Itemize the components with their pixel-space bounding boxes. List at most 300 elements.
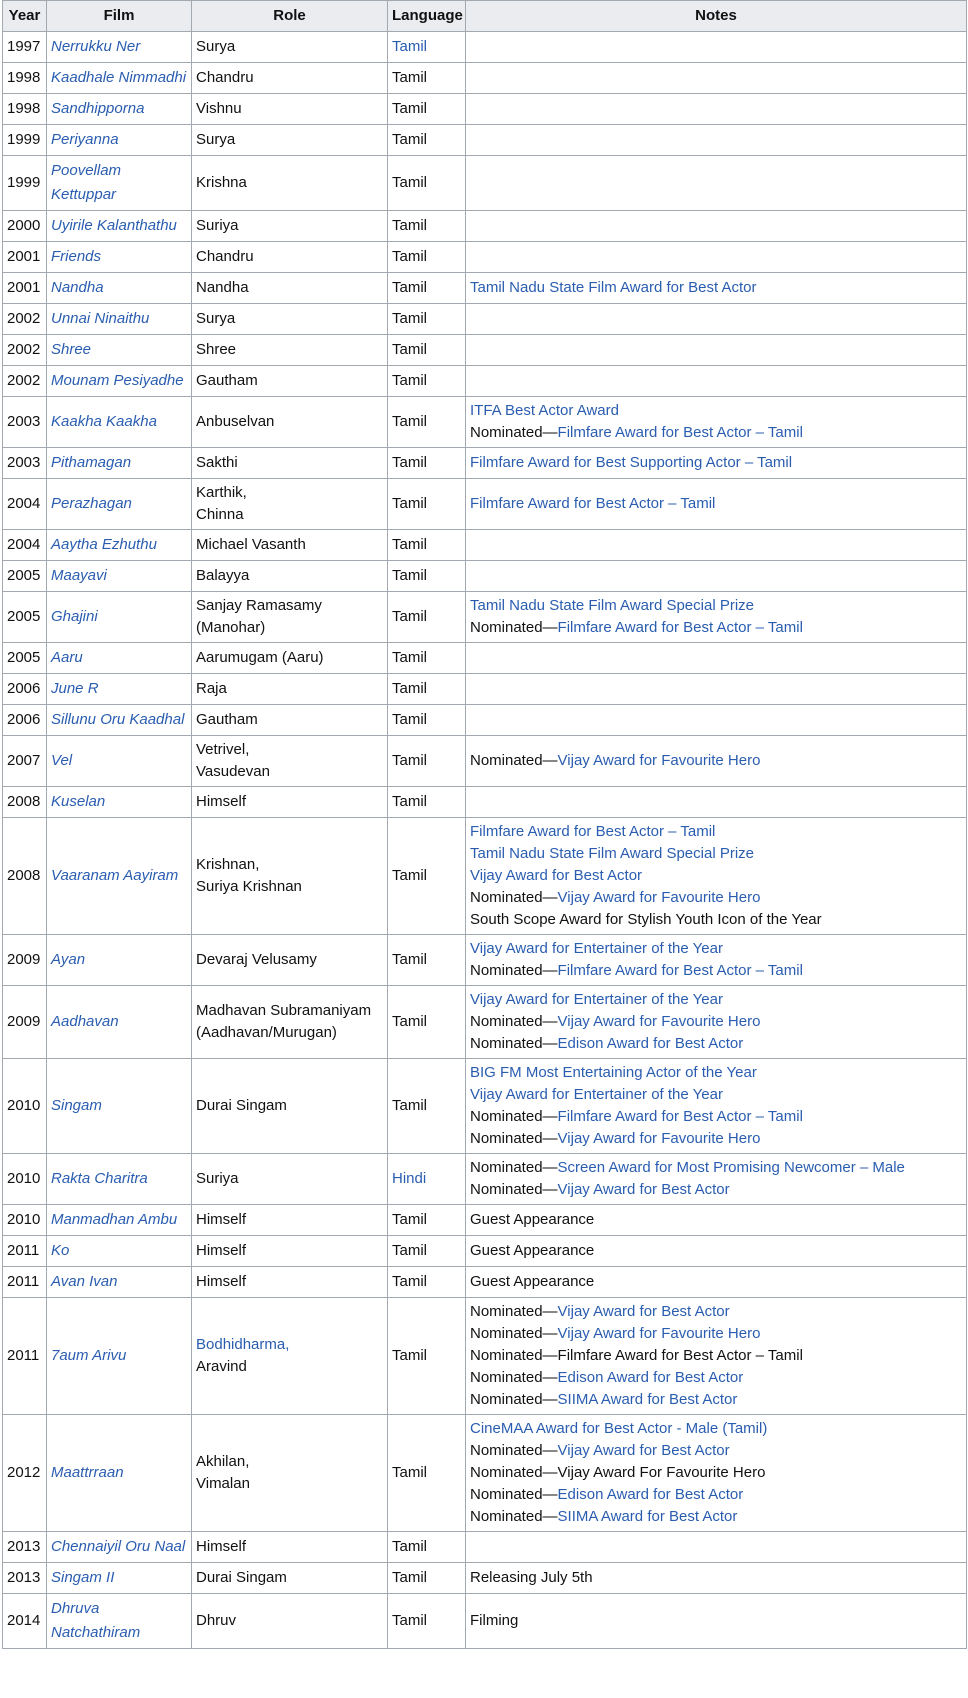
notes-cell [466,94,967,125]
note-line [470,422,962,444]
film-link[interactable]: Kuselan [47,787,192,818]
role-cell [192,1298,388,1415]
nominated-prefix: Nominated— [470,1159,558,1176]
role-text: Shree [196,341,237,358]
year-cell: 2004 [3,530,47,561]
notes-cell [466,1415,967,1532]
header-year[interactable]: Year [3,1,47,32]
note-line [470,1011,962,1033]
note-line [470,1240,962,1262]
award-link[interactable]: Vijay Award for Entertainer of the Year [470,940,723,957]
role-cell [192,736,388,787]
year-cell: 2002 [3,366,47,397]
nominated-prefix: Nominated— [470,619,558,636]
role-cell [192,397,388,448]
table-row [3,335,967,366]
year-cell: 2000 [3,211,47,242]
award-link[interactable]: Vijay Award for Best Actor [470,867,643,884]
year-cell: 1999 [3,156,47,211]
table-row [3,818,967,935]
language-link[interactable]: Hindi [388,1154,466,1205]
award-link[interactable]: Vijay Award for Favourite Hero [557,752,761,769]
notes-cell [466,1532,967,1563]
award-link[interactable]: Vijay Award for Entertainer of the Year [470,1086,723,1103]
film-link[interactable]: June R [47,674,192,705]
table-row [3,63,967,94]
nominated-prefix: Nominated— [470,1130,558,1147]
year-cell: 2001 [3,273,47,304]
language-cell: Tamil [388,1415,466,1532]
note-line [470,750,962,772]
role-text: Vishnu [196,100,242,117]
language-cell: Tamil [388,156,466,211]
year-cell: 1999 [3,125,47,156]
film-link[interactable]: Unnai Ninaithu [47,304,192,335]
film-link[interactable]: Shree [47,335,192,366]
role-text: (Aadhavan/Murugan) [196,1024,337,1041]
role-text: Aarumugam (Aaru) [196,649,324,666]
note-text: Guest Appearance [470,1273,595,1290]
film-link[interactable]: Pithamagan [47,448,192,479]
table-row [3,1563,967,1594]
note-line [470,1440,962,1462]
notes-cell [466,366,967,397]
note-line [470,909,962,931]
role-text: Madhavan Subramaniyam [196,1002,372,1019]
film-link[interactable]: Chennaiyil Oru Naal [47,1532,192,1563]
role-text: Nandha [196,279,249,296]
notes-cell [466,1236,967,1267]
award-link[interactable]: Edison Award for Best Actor [557,1486,744,1503]
year-cell: 2013 [3,1532,47,1563]
notes-cell [466,479,967,530]
table-row [3,1236,967,1267]
nominated-prefix: Nominated— [470,752,558,769]
role-cell [192,1267,388,1298]
award-link[interactable]: BIG FM Most Entertaining Actor of the Year [470,1064,757,1081]
note-text: Guest Appearance [470,1211,595,1228]
note-line [470,960,962,982]
nominated-prefix: Nominated— [470,1442,558,1459]
film-link[interactable]: Rakta Charitra [47,1154,192,1205]
table-row [3,986,967,1059]
note-line [470,1345,962,1367]
note-line [470,887,962,909]
year-cell: 1998 [3,63,47,94]
notes-cell [466,156,967,211]
notes-cell [466,1154,967,1205]
year-cell: 2007 [3,736,47,787]
note-text: Filmfare Award for Best Actor – Tamil [557,1347,803,1364]
year-cell: 2005 [3,643,47,674]
role-link[interactable]: Bodhidharma, [196,1336,290,1353]
note-line [470,989,962,1011]
notes-cell [466,736,967,787]
role-cell [192,366,388,397]
role-cell [192,1205,388,1236]
film-link[interactable]: Perazhagan [47,479,192,530]
year-cell: 2003 [3,397,47,448]
table-row [3,32,967,63]
nominated-prefix: Nominated— [470,1508,558,1525]
film-link[interactable]: Vel [47,736,192,787]
film-link[interactable]: Avan Ivan [47,1267,192,1298]
role-cell [192,674,388,705]
notes-cell [466,530,967,561]
nominated-prefix: Nominated— [470,1486,558,1503]
language-cell: Tamil [388,787,466,818]
language-cell: Tamil [388,125,466,156]
role-cell [192,1415,388,1532]
language-cell: Tamil [388,479,466,530]
role-text: Chandru [196,69,254,86]
role-cell [192,986,388,1059]
notes-cell [466,448,967,479]
language-cell: Tamil [388,818,466,935]
role-text: Surya [196,310,236,327]
note-line [470,1462,962,1484]
film-link[interactable]: Nerrukku Ner [47,32,192,63]
film-link[interactable]: Maattrraan [47,1415,192,1532]
role-text: Himself [196,793,247,810]
language-cell: Tamil [388,1594,466,1649]
table-row [3,125,967,156]
role-text: Anbuselvan [196,413,275,430]
notes-cell [466,592,967,643]
language-cell: Tamil [388,335,466,366]
award-link[interactable]: Vijay Award for Favourite Hero [557,1013,761,1030]
film-link[interactable]: Ayan [47,935,192,986]
award-link[interactable]: Edison Award for Best Actor [557,1035,744,1052]
note-line [470,1209,962,1231]
role-cell [192,561,388,592]
year-cell: 2011 [3,1236,47,1267]
notes-cell [466,643,967,674]
table-row [3,1154,967,1205]
notes-cell [466,1267,967,1298]
header-film[interactable]: Film [47,1,192,32]
film-link[interactable]: Uyirile Kalanthathu [47,211,192,242]
year-cell: 2011 [3,1267,47,1298]
note-line [470,1367,962,1389]
role-text: Raja [196,680,227,697]
award-link[interactable]: Vijay Award for Favourite Hero [557,1130,761,1147]
role-cell [192,1236,388,1267]
year-cell: 2005 [3,592,47,643]
table-row [3,643,967,674]
award-link[interactable]: Vijay Award for Favourite Hero [557,889,761,906]
award-link[interactable]: Vijay Award for Best Actor [557,1181,730,1198]
role-cell [192,705,388,736]
language-cell: Tamil [388,366,466,397]
table-row [3,1059,967,1154]
note-line [470,1179,962,1201]
language-cell: Tamil [388,1205,466,1236]
language-cell: Tamil [388,273,466,304]
nominated-prefix: Nominated— [470,962,558,979]
film-link[interactable]: Manmadhan Ambu [47,1205,192,1236]
role-text: Karthik, [196,484,247,501]
language-cell: Tamil [388,935,466,986]
notes-cell [466,705,967,736]
role-cell [192,1563,388,1594]
role-text: Suriya [196,1170,239,1187]
film-link[interactable]: Mounam Pesiyadhe [47,366,192,397]
award-link[interactable]: Filmfare Award for Best Actor – Tamil [557,424,803,441]
role-cell [192,1154,388,1205]
film-link[interactable]: Singam [47,1059,192,1154]
table-row [3,242,967,273]
film-link[interactable]: Nandha [47,273,192,304]
year-cell: 2006 [3,705,47,736]
role-text: Suriya Krishnan [196,878,302,895]
header-row [3,1,967,32]
film-link[interactable]: Aaytha Ezhuthu [47,530,192,561]
language-cell: Tamil [388,211,466,242]
film-link[interactable]: Periyanna [47,125,192,156]
notes-cell [466,63,967,94]
language-cell: Tamil [388,397,466,448]
notes-cell [466,818,967,935]
award-link[interactable]: Filmfare Award for Best Supporting Actor – Tamil [470,454,793,471]
film-link[interactable]: Aadhavan [47,986,192,1059]
year-cell: 2002 [3,335,47,366]
table-row [3,1205,967,1236]
table-row [3,304,967,335]
note-line [470,1062,962,1084]
nominated-prefix: Nominated— [470,1181,558,1198]
nominated-prefix: Nominated— [470,1464,558,1481]
table-row [3,397,967,448]
table-row [3,674,967,705]
role-text: Surya [196,131,236,148]
notes-cell [466,1298,967,1415]
language-cell: Tamil [388,986,466,1059]
role-text: Vetrivel, [196,741,250,758]
language-link[interactable]: Tamil [388,32,466,63]
film-link[interactable]: Aaru [47,643,192,674]
notes-cell [466,561,967,592]
role-text: Himself [196,1242,247,1259]
film-link[interactable]: Sillunu Oru Kaadhal [47,705,192,736]
film-link[interactable]: Singam II [47,1563,192,1594]
role-text: Surya [196,38,236,55]
note-line [470,843,962,865]
notes-cell [466,674,967,705]
award-link[interactable]: Edison Award for Best Actor [557,1369,744,1386]
note-text: South Scope Award for Stylish Youth Icon of the Year [470,911,822,928]
award-link[interactable]: Vijay Award for Favourite Hero [557,1325,761,1342]
role-text: Vimalan [196,1475,250,1492]
notes-cell [466,304,967,335]
language-cell: Tamil [388,530,466,561]
award-link[interactable]: Filmfare Award for Best Actor – Tamil [557,1108,803,1125]
film-link[interactable]: 7aum Arivu [47,1298,192,1415]
nominated-prefix: Nominated— [470,1347,558,1364]
language-cell: Tamil [388,592,466,643]
film-link[interactable]: Ko [47,1236,192,1267]
notes-cell [466,986,967,1059]
award-link[interactable]: SIIMA Award for Best Actor [557,1391,738,1408]
award-link[interactable]: SIIMA Award for Best Actor [557,1508,738,1525]
film-link[interactable]: Vaaranam Aayiram [47,818,192,935]
role-text: Devaraj Velusamy [196,951,317,968]
header-role[interactable]: Role [192,1,388,32]
notes-cell [466,1594,967,1649]
language-cell: Tamil [388,1267,466,1298]
table-row [3,1415,967,1532]
film-link[interactable]: Dhruva Natchathiram [47,1594,192,1649]
language-cell: Tamil [388,1298,466,1415]
award-link[interactable]: Filmfare Award for Best Actor – Tamil [470,495,716,512]
role-cell [192,273,388,304]
year-cell: 2011 [3,1298,47,1415]
award-link[interactable]: Tamil Nadu State Film Award Special Prize [470,845,755,862]
film-link[interactable]: Ghajini [47,592,192,643]
role-cell [192,125,388,156]
table-row [3,561,967,592]
role-cell [192,211,388,242]
role-cell [192,63,388,94]
role-text: Durai Singam [196,1097,287,1114]
year-cell: 1998 [3,94,47,125]
award-link[interactable]: ITFA Best Actor Award [470,402,619,419]
role-cell [192,242,388,273]
role-cell [192,787,388,818]
role-text: Akhilan, [196,1453,250,1470]
film-link[interactable]: Sandhipporna [47,94,192,125]
role-text: Chinna [196,506,244,523]
year-cell: 2008 [3,818,47,935]
award-link[interactable]: Filmfare Award for Best Actor – Tamil [470,823,716,840]
note-text: Filming [470,1612,519,1629]
year-cell: 2005 [3,561,47,592]
role-cell [192,479,388,530]
language-cell: Tamil [388,674,466,705]
note-line [470,938,962,960]
table-row [3,787,967,818]
year-cell: 2010 [3,1059,47,1154]
year-cell: 2003 [3,448,47,479]
film-link[interactable]: Poovellam Kettuppar [47,156,192,211]
role-cell [192,156,388,211]
language-cell: Tamil [388,1532,466,1563]
table-row [3,1298,967,1415]
table-row [3,448,967,479]
award-link[interactable]: Vijay Award for Best Actor [557,1303,730,1320]
note-line [470,493,962,515]
role-cell [192,1059,388,1154]
year-cell: 2010 [3,1205,47,1236]
role-cell [192,818,388,935]
role-cell [192,335,388,366]
role-text: Krishna [196,174,247,191]
award-link[interactable]: Tamil Nadu State Film Award for Best Actor [470,279,757,296]
notes-cell [466,32,967,63]
award-link[interactable]: CineMAA Award for Best Actor - Male (Tamil) [470,1420,768,1437]
note-line [470,1484,962,1506]
role-text: Sanjay Ramasamy (Manohar) [196,597,322,636]
notes-cell [466,397,967,448]
table-row [3,592,967,643]
role-cell [192,32,388,63]
year-cell: 1997 [3,32,47,63]
role-cell [192,530,388,561]
year-cell: 2008 [3,787,47,818]
note-text: Vijay Award For Favourite Hero [557,1464,766,1481]
language-cell: Tamil [388,94,466,125]
note-line [470,617,962,639]
film-link[interactable]: Kaakha Kaakha [47,397,192,448]
role-text: Krishnan, [196,856,260,873]
role-cell [192,935,388,986]
table-row [3,273,967,304]
award-link[interactable]: Filmfare Award for Best Actor – Tamil [557,962,803,979]
note-text: Guest Appearance [470,1242,595,1259]
award-link[interactable]: Tamil Nadu State Film Award Special Prize [470,597,755,614]
note-line [470,1567,962,1589]
film-link[interactable]: Maayavi [47,561,192,592]
table-row [3,1267,967,1298]
note-line [470,1610,962,1632]
note-line [470,1323,962,1345]
notes-cell [466,125,967,156]
notes-cell [466,335,967,366]
table-row [3,156,967,211]
year-cell: 2006 [3,674,47,705]
year-cell: 2009 [3,935,47,986]
language-cell: Tamil [388,736,466,787]
header-language[interactable]: Language [388,1,466,32]
language-cell: Tamil [388,1563,466,1594]
year-cell: 2001 [3,242,47,273]
role-text: Gautham [196,711,258,728]
award-link[interactable]: Filmfare Award for Best Actor – Tamil [557,619,803,636]
nominated-prefix: Nominated— [470,1391,558,1408]
note-line [470,1301,962,1323]
note-line [470,1128,962,1150]
year-cell: 2010 [3,1154,47,1205]
language-cell: Tamil [388,643,466,674]
role-text: Himself [196,1538,247,1555]
language-cell: Tamil [388,242,466,273]
film-link[interactable]: Friends [47,242,192,273]
award-link[interactable]: Screen Award for Most Promising Newcomer – Male [557,1159,905,1176]
nominated-prefix: Nominated— [470,1325,558,1342]
role-text: Himself [196,1273,247,1290]
table-row [3,479,967,530]
note-text: Releasing July 5th [470,1569,593,1586]
role-text: Sakthi [196,454,238,471]
note-line [470,1418,962,1440]
table-row [3,94,967,125]
role-text: Suriya [196,217,239,234]
year-cell: 2004 [3,479,47,530]
year-cell: 2014 [3,1594,47,1649]
award-link[interactable]: Vijay Award for Entertainer of the Year [470,991,723,1008]
role-text: Aravind [196,1358,247,1375]
notes-cell [466,1205,967,1236]
header-notes[interactable]: Notes [466,1,967,32]
film-link[interactable]: Kaadhale Nimmadhi [47,63,192,94]
table-row [3,211,967,242]
role-text: Michael Vasanth [196,536,306,553]
note-line [470,452,962,474]
note-line [470,1157,962,1179]
note-line [470,821,962,843]
notes-cell [466,787,967,818]
award-link[interactable]: Vijay Award for Best Actor [557,1442,730,1459]
